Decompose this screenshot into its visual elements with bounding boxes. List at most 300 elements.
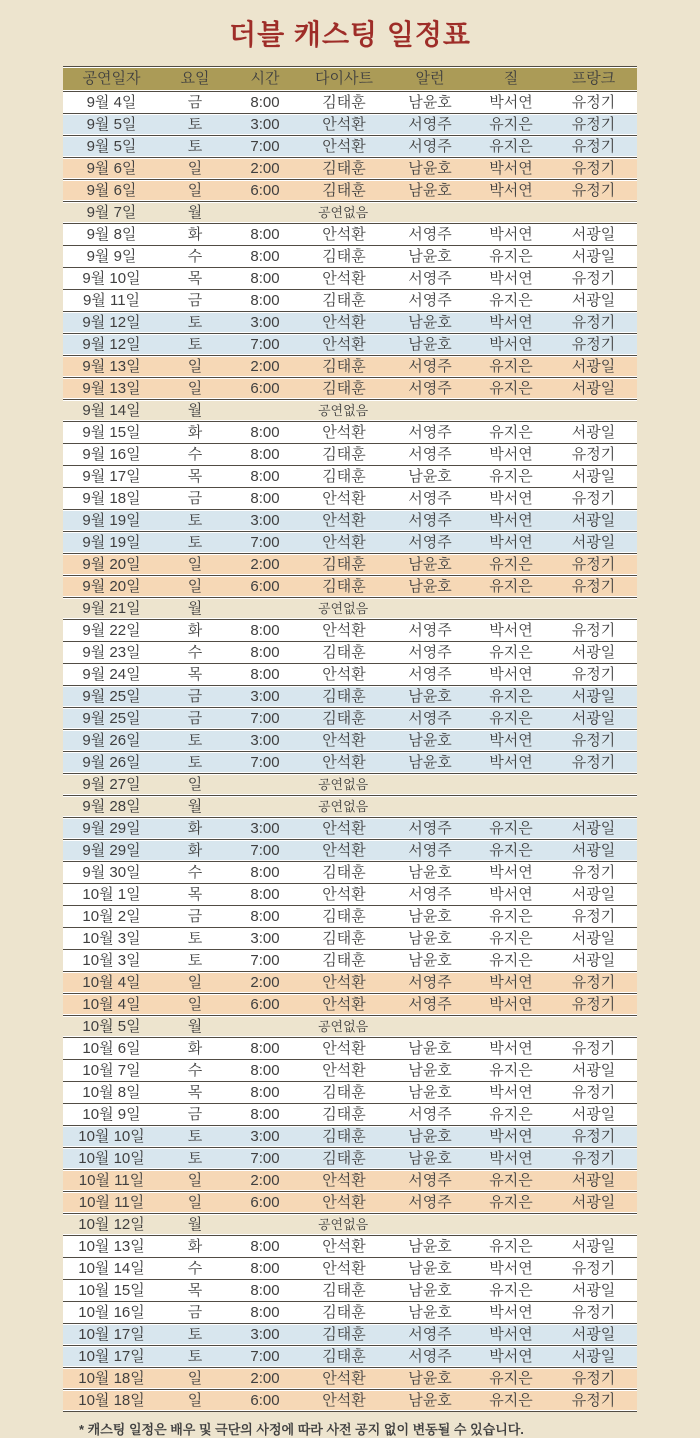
cell-no-performance: 공연없음: [230, 202, 637, 223]
schedule-row: [63, 818, 637, 839]
cell-dysart: 안석환: [300, 1192, 388, 1213]
cell-time: 8:00: [230, 246, 300, 267]
cell-date: 10월 18일: [63, 1390, 160, 1411]
cell-dysart: 안석환: [300, 510, 388, 531]
cell-jill: 박서연: [472, 1346, 550, 1367]
cell-alan: 남윤호: [388, 1236, 472, 1257]
cell-day: 토: [160, 950, 230, 971]
cell-dysart: 안석환: [300, 1170, 388, 1191]
cell-day: 일: [160, 1192, 230, 1213]
schedule-row: [63, 620, 637, 641]
cell-alan: 서영주: [388, 1192, 472, 1213]
cell-date: 9월 12일: [63, 312, 160, 333]
cell-jill: 박서연: [472, 994, 550, 1015]
cell-time: 8:00: [230, 224, 300, 245]
cell-time: 3:00: [230, 928, 300, 949]
cell-alan: 서영주: [388, 136, 472, 157]
cell-jill: 유지은: [472, 422, 550, 443]
cell-time: 8:00: [230, 1258, 300, 1279]
schedule-row: [63, 422, 637, 443]
cell-alan: 서영주: [388, 620, 472, 641]
cell-alan: 남윤호: [388, 158, 472, 179]
cell-time: 7:00: [230, 708, 300, 729]
cell-frank: 서광일: [550, 246, 637, 267]
schedule-row: [63, 1302, 637, 1323]
cell-frank: 서광일: [550, 1104, 637, 1125]
cell-date: 9월 27일: [63, 774, 160, 795]
cell-dysart: 김태훈: [300, 158, 388, 179]
cell-time: 8:00: [230, 664, 300, 685]
cell-date: 9월 25일: [63, 686, 160, 707]
cell-alan: 남윤호: [388, 1368, 472, 1389]
cell-alan: 남윤호: [388, 1280, 472, 1301]
cell-day: 화: [160, 1038, 230, 1059]
cell-time: 3:00: [230, 730, 300, 751]
schedule-row: [63, 994, 637, 1015]
schedule-row: [63, 730, 637, 751]
cell-dysart: 김태훈: [300, 1280, 388, 1301]
schedule-row: [63, 1060, 637, 1081]
cell-time: 6:00: [230, 1192, 300, 1213]
cell-frank: 서광일: [550, 422, 637, 443]
cell-frank: 유정기: [550, 972, 637, 993]
cell-time: 6:00: [230, 994, 300, 1015]
cell-alan: 서영주: [388, 884, 472, 905]
cell-no-performance: 공연없음: [230, 1016, 637, 1037]
cell-frank: 유정기: [550, 444, 637, 465]
cell-date: 10월 16일: [63, 1302, 160, 1323]
cell-alan: 서영주: [388, 224, 472, 245]
cell-date: 9월 14일: [63, 400, 160, 421]
cell-frank: 서광일: [550, 1170, 637, 1191]
cell-dysart: 안석환: [300, 994, 388, 1015]
schedule-row: [63, 664, 637, 685]
schedule-row: [63, 1236, 637, 1257]
cell-dysart: 안석환: [300, 840, 388, 861]
page-title: 더블 캐스팅 일정표: [229, 19, 471, 50]
cell-jill: 박서연: [472, 972, 550, 993]
schedule-row: [63, 752, 637, 773]
cell-time: 7:00: [230, 136, 300, 157]
cell-date: 10월 2일: [63, 906, 160, 927]
cell-day: 목: [160, 884, 230, 905]
cell-day: 금: [160, 1104, 230, 1125]
cell-alan: 남윤호: [388, 1390, 472, 1411]
cell-jill: 박서연: [472, 180, 550, 201]
cell-dysart: 김태훈: [300, 92, 388, 113]
cell-jill: 유지은: [472, 642, 550, 663]
cell-dysart: 안석환: [300, 1258, 388, 1279]
cell-dysart: 김태훈: [300, 444, 388, 465]
cell-alan: 서영주: [388, 818, 472, 839]
cell-alan: 남윤호: [388, 92, 472, 113]
cell-frank: 유정기: [550, 268, 637, 289]
cell-time: 8:00: [230, 1302, 300, 1323]
cell-jill: 박서연: [472, 1126, 550, 1147]
cell-dysart: 안석환: [300, 1368, 388, 1389]
cell-date: 10월 10일: [63, 1148, 160, 1169]
cell-alan: 서영주: [388, 972, 472, 993]
cell-day: 금: [160, 906, 230, 927]
cell-frank: 유정기: [550, 1038, 637, 1059]
cell-jill: 박서연: [472, 620, 550, 641]
cell-frank: 서광일: [550, 1060, 637, 1081]
cell-time: 7:00: [230, 752, 300, 773]
cell-dysart: 안석환: [300, 752, 388, 773]
cell-frank: 서광일: [550, 378, 637, 399]
cell-frank: 유정기: [550, 906, 637, 927]
schedule-row: [63, 114, 637, 135]
cell-alan: 서영주: [388, 1324, 472, 1345]
no-performance-row: [63, 1214, 637, 1235]
cell-jill: 박서연: [472, 1038, 550, 1059]
cell-time: 8:00: [230, 422, 300, 443]
cell-frank: 서광일: [550, 466, 637, 487]
cell-day: 일: [160, 1170, 230, 1191]
cell-alan: 남윤호: [388, 1060, 472, 1081]
cell-time: 6:00: [230, 378, 300, 399]
schedule-row: [63, 510, 637, 531]
cell-alan: 서영주: [388, 290, 472, 311]
schedule-row: [63, 972, 637, 993]
cell-day: 일: [160, 994, 230, 1015]
cell-alan: 남윤호: [388, 1302, 472, 1323]
cell-no-performance: 공연없음: [230, 1214, 637, 1235]
cell-date: 9월 26일: [63, 752, 160, 773]
cell-time: 2:00: [230, 158, 300, 179]
schedule-footnote: * 캐스팅 일정은 배우 및 극단의 사정에 따라 사전 공지 없이 변동될 수 있습니다.: [79, 1422, 524, 1437]
cell-alan: 서영주: [388, 1346, 472, 1367]
cell-dysart: 안석환: [300, 884, 388, 905]
cell-jill: 박서연: [472, 444, 550, 465]
cell-time: 8:00: [230, 1280, 300, 1301]
cell-time: 7:00: [230, 840, 300, 861]
cell-jill: 박서연: [472, 532, 550, 553]
cell-day: 일: [160, 576, 230, 597]
schedule-row: [63, 1170, 637, 1191]
cell-time: 8:00: [230, 642, 300, 663]
cell-frank: 서광일: [550, 928, 637, 949]
cell-alan: 남윤호: [388, 576, 472, 597]
cell-time: 8:00: [230, 1038, 300, 1059]
cell-time: 8:00: [230, 268, 300, 289]
cell-time: 2:00: [230, 1170, 300, 1191]
cell-jill: 박서연: [472, 92, 550, 113]
cell-time: 8:00: [230, 906, 300, 927]
cell-date: 9월 7일: [63, 202, 160, 223]
cell-date: 10월 9일: [63, 1104, 160, 1125]
cell-alan: 남윤호: [388, 554, 472, 575]
cell-dysart: 김태훈: [300, 708, 388, 729]
cell-day: 목: [160, 1082, 230, 1103]
cell-frank: 유정기: [550, 136, 637, 157]
cell-date: 9월 17일: [63, 466, 160, 487]
cell-date: 9월 13일: [63, 356, 160, 377]
cell-jill: 유지은: [472, 840, 550, 861]
cell-jill: 유지은: [472, 1280, 550, 1301]
cell-dysart: 안석환: [300, 312, 388, 333]
cell-dysart: 김태훈: [300, 1324, 388, 1345]
schedule-row: [63, 928, 637, 949]
cell-time: 6:00: [230, 1390, 300, 1411]
no-performance-row: [63, 1016, 637, 1037]
schedule-row: [63, 840, 637, 861]
schedule-row: [63, 576, 637, 597]
schedule-row: [63, 884, 637, 905]
cell-dysart: 김태훈: [300, 686, 388, 707]
cell-day: 일: [160, 158, 230, 179]
cell-date: 9월 29일: [63, 840, 160, 861]
cell-frank: 유정기: [550, 994, 637, 1015]
cell-date: 9월 20일: [63, 576, 160, 597]
cell-frank: 유정기: [550, 180, 637, 201]
schedule-row: [63, 488, 637, 509]
cell-jill: 유지은: [472, 906, 550, 927]
cell-date: 9월 15일: [63, 422, 160, 443]
cell-frank: 서광일: [550, 686, 637, 707]
cell-alan: 남윤호: [388, 1148, 472, 1169]
cell-day: 화: [160, 818, 230, 839]
schedule-row: [63, 1280, 637, 1301]
schedule-row: [63, 906, 637, 927]
cell-frank: 유정기: [550, 1082, 637, 1103]
cell-frank: 유정기: [550, 1258, 637, 1279]
cell-jill: 박서연: [472, 1082, 550, 1103]
cell-time: 2:00: [230, 356, 300, 377]
cell-day: 토: [160, 928, 230, 949]
cell-date: 10월 10일: [63, 1126, 160, 1147]
cell-day: 토: [160, 1324, 230, 1345]
cell-day: 목: [160, 1280, 230, 1301]
cell-date: 9월 22일: [63, 620, 160, 641]
schedule-row: [63, 268, 637, 289]
col-header-jill: 질: [472, 67, 550, 91]
cell-date: 10월 8일: [63, 1082, 160, 1103]
cell-dysart: 김태훈: [300, 1104, 388, 1125]
cell-jill: 박서연: [472, 1148, 550, 1169]
cell-time: 2:00: [230, 554, 300, 575]
cell-day: 일: [160, 1390, 230, 1411]
cell-date: 9월 9일: [63, 246, 160, 267]
schedule-row: [63, 334, 637, 355]
cell-jill: 박서연: [472, 510, 550, 531]
no-performance-row: [63, 796, 637, 817]
cell-alan: 서영주: [388, 422, 472, 443]
cell-date: 9월 28일: [63, 796, 160, 817]
cell-day: 목: [160, 268, 230, 289]
cell-jill: 박서연: [472, 488, 550, 509]
cell-day: 토: [160, 730, 230, 751]
cell-date: 10월 13일: [63, 1236, 160, 1257]
cell-alan: 서영주: [388, 642, 472, 663]
cell-dysart: 안석환: [300, 1060, 388, 1081]
cell-time: 8:00: [230, 92, 300, 113]
schedule-row: [63, 1390, 637, 1411]
cell-date: 10월 5일: [63, 1016, 160, 1037]
cell-jill: 유지은: [472, 356, 550, 377]
cell-dysart: 안석환: [300, 532, 388, 553]
cell-alan: 서영주: [388, 356, 472, 377]
cell-jill: 유지은: [472, 136, 550, 157]
cell-day: 토: [160, 510, 230, 531]
cell-dysart: 김태훈: [300, 1082, 388, 1103]
cell-time: 8:00: [230, 1060, 300, 1081]
cell-jill: 유지은: [472, 928, 550, 949]
cell-time: 6:00: [230, 576, 300, 597]
cell-alan: 서영주: [388, 268, 472, 289]
cell-dysart: 안석환: [300, 818, 388, 839]
cell-alan: 남윤호: [388, 862, 472, 883]
cell-frank: 유정기: [550, 862, 637, 883]
schedule-row: [63, 1346, 637, 1367]
cell-time: 7:00: [230, 1148, 300, 1169]
col-header-dysart: 다이사트: [300, 67, 388, 91]
cell-jill: 박서연: [472, 1258, 550, 1279]
cell-day: 일: [160, 356, 230, 377]
cell-dysart: 김태훈: [300, 1302, 388, 1323]
cell-day: 월: [160, 400, 230, 421]
cell-jill: 유지은: [472, 1104, 550, 1125]
cell-time: 3:00: [230, 114, 300, 135]
cell-jill: 유지은: [472, 378, 550, 399]
cell-jill: 박서연: [472, 730, 550, 751]
cell-jill: 유지은: [472, 246, 550, 267]
schedule-row: [63, 158, 637, 179]
cell-dysart: 안석환: [300, 136, 388, 157]
cell-day: 토: [160, 752, 230, 773]
cell-time: 3:00: [230, 510, 300, 531]
cell-time: 6:00: [230, 180, 300, 201]
cell-date: 9월 30일: [63, 862, 160, 883]
cell-date: 9월 6일: [63, 180, 160, 201]
schedule-table: [63, 66, 637, 1412]
cell-date: 10월 15일: [63, 1280, 160, 1301]
cell-date: 9월 19일: [63, 532, 160, 553]
schedule-row: [63, 686, 637, 707]
cell-jill: 박서연: [472, 312, 550, 333]
cell-day: 금: [160, 488, 230, 509]
cell-jill: 유지은: [472, 708, 550, 729]
col-header-frank: 프랑크: [550, 67, 637, 91]
cell-day: 토: [160, 312, 230, 333]
cell-jill: 박서연: [472, 334, 550, 355]
cell-date: 9월 24일: [63, 664, 160, 685]
cell-alan: 서영주: [388, 378, 472, 399]
cell-time: 8:00: [230, 620, 300, 641]
schedule-row: [63, 1082, 637, 1103]
cell-day: 월: [160, 598, 230, 619]
cell-dysart: 김태훈: [300, 862, 388, 883]
cell-day: 금: [160, 1302, 230, 1323]
cell-alan: 남윤호: [388, 1126, 472, 1147]
cell-date: 10월 14일: [63, 1258, 160, 1279]
cell-dysart: 안석환: [300, 114, 388, 135]
cell-date: 10월 18일: [63, 1368, 160, 1389]
no-performance-row: [63, 598, 637, 619]
cell-day: 일: [160, 1368, 230, 1389]
cell-date: 9월 8일: [63, 224, 160, 245]
cell-dysart: 김태훈: [300, 1346, 388, 1367]
cell-day: 화: [160, 1236, 230, 1257]
cell-jill: 유지은: [472, 818, 550, 839]
cell-dysart: 김태훈: [300, 1148, 388, 1169]
cell-dysart: 김태훈: [300, 642, 388, 663]
cell-frank: 유정기: [550, 752, 637, 773]
cell-time: 8:00: [230, 290, 300, 311]
cell-jill: 박서연: [472, 752, 550, 773]
cell-dysart: 안석환: [300, 334, 388, 355]
cell-day: 일: [160, 774, 230, 795]
cell-date: 9월 18일: [63, 488, 160, 509]
cell-time: 7:00: [230, 1346, 300, 1367]
cell-dysart: 안석환: [300, 1390, 388, 1411]
cell-jill: 유지은: [472, 686, 550, 707]
cell-alan: 남윤호: [388, 906, 472, 927]
schedule-row: [63, 1368, 637, 1389]
cell-no-performance: 공연없음: [230, 598, 637, 619]
cell-day: 토: [160, 136, 230, 157]
cell-time: 7:00: [230, 334, 300, 355]
cell-date: 9월 16일: [63, 444, 160, 465]
cell-frank: 유정기: [550, 1390, 637, 1411]
cell-day: 토: [160, 334, 230, 355]
cell-jill: 유지은: [472, 1390, 550, 1411]
cell-day: 토: [160, 1126, 230, 1147]
cell-jill: 유지은: [472, 290, 550, 311]
cell-date: 10월 11일: [63, 1170, 160, 1191]
cell-date: 10월 11일: [63, 1192, 160, 1213]
cell-alan: 남윤호: [388, 334, 472, 355]
cell-date: 9월 5일: [63, 136, 160, 157]
cell-frank: 유정기: [550, 488, 637, 509]
cell-frank: 서광일: [550, 708, 637, 729]
cell-dysart: 안석환: [300, 1038, 388, 1059]
cell-day: 일: [160, 378, 230, 399]
cell-date: 9월 20일: [63, 554, 160, 575]
schedule-row: [63, 1126, 637, 1147]
cell-jill: 박서연: [472, 862, 550, 883]
cell-dysart: 안석환: [300, 268, 388, 289]
cell-jill: 박서연: [472, 664, 550, 685]
cell-time: 8:00: [230, 1236, 300, 1257]
cell-date: 9월 6일: [63, 158, 160, 179]
cell-date: 9월 25일: [63, 708, 160, 729]
no-performance-row: [63, 202, 637, 223]
cell-date: 10월 4일: [63, 972, 160, 993]
cell-time: 3:00: [230, 312, 300, 333]
cell-date: 9월 29일: [63, 818, 160, 839]
cell-dysart: 김태훈: [300, 246, 388, 267]
cell-dysart: 김태훈: [300, 928, 388, 949]
cell-alan: 서영주: [388, 664, 472, 685]
cell-dysart: 김태훈: [300, 356, 388, 377]
no-performance-row: [63, 400, 637, 421]
cell-time: 3:00: [230, 686, 300, 707]
cell-frank: 서광일: [550, 224, 637, 245]
cell-jill: 박서연: [472, 158, 550, 179]
cell-frank: 유정기: [550, 730, 637, 751]
cell-time: 8:00: [230, 488, 300, 509]
schedule-row: [63, 1038, 637, 1059]
schedule-row: [63, 224, 637, 245]
cell-frank: 서광일: [550, 510, 637, 531]
cell-no-performance: 공연없음: [230, 796, 637, 817]
cell-no-performance: 공연없음: [230, 400, 637, 421]
cell-frank: 서광일: [550, 642, 637, 663]
cell-frank: 유정기: [550, 334, 637, 355]
cell-time: 8:00: [230, 862, 300, 883]
cell-jill: 유지은: [472, 950, 550, 971]
